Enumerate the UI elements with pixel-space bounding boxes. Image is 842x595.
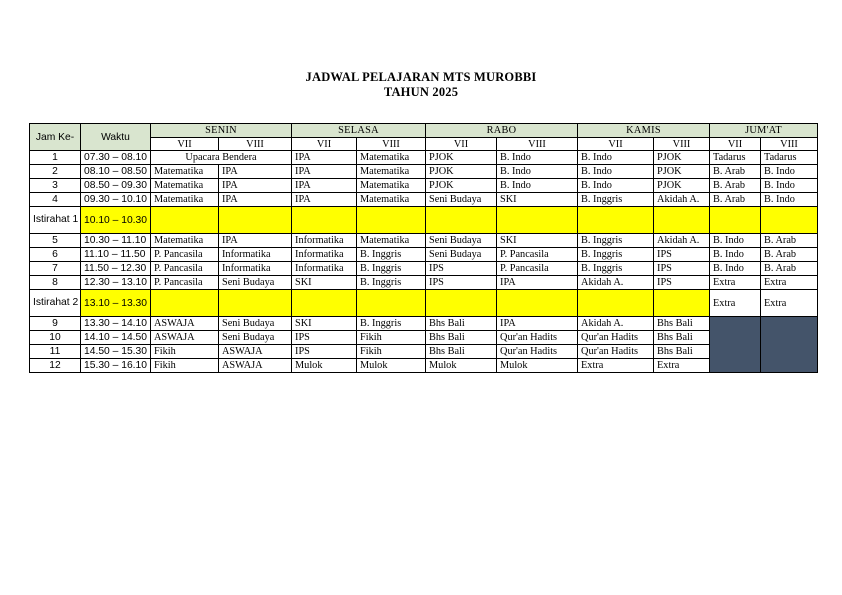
- day-header-kamis: KAMIS: [578, 124, 710, 138]
- senin-vii-cell: Fikih: [151, 345, 219, 359]
- jumat-viii-cell: Extra: [761, 290, 818, 317]
- jumat-viii-cell: Extra: [761, 276, 818, 290]
- break-time: 10.10 – 10.30: [81, 207, 151, 234]
- break-cell: [654, 207, 710, 234]
- period-number: 2: [30, 165, 81, 179]
- table-row: [30, 331, 818, 345]
- table-row: [30, 345, 818, 359]
- break-cell: [151, 290, 219, 317]
- break-cell: [426, 207, 497, 234]
- period-number: 8: [30, 276, 81, 290]
- senin-vii-cell: Fikih: [151, 359, 219, 373]
- jumat-viii-cell: B. Arab: [761, 234, 818, 248]
- document-title: JADWAL PELAJARAN MTS MUROBBI: [305, 70, 537, 84]
- rabo-vii-cell: PJOK: [426, 165, 497, 179]
- table-row: [30, 317, 818, 331]
- jumat-viii-cell: B. Indo: [761, 193, 818, 207]
- rabo-vii-cell: Bhs Bali: [426, 331, 497, 345]
- senin-viii-cell: IPA: [219, 193, 292, 207]
- kamis-viii-cell: Bhs Bali: [654, 317, 710, 331]
- selasa-vii-cell: Mulok: [292, 359, 357, 373]
- rabo-viii-cell: SKI: [497, 234, 578, 248]
- rabo-viii-cell: Qur'an Hadits: [497, 331, 578, 345]
- selasa-viii-cell: Matematika: [357, 234, 426, 248]
- kamis-vii-cell: Akidah A.: [578, 317, 654, 331]
- senin-viii-cell: ASWAJA: [219, 345, 292, 359]
- day-header-senin: SENIN: [151, 124, 292, 138]
- table-row: [30, 151, 818, 165]
- break-cell: [710, 207, 761, 234]
- kamis-vii-cell: Extra: [578, 359, 654, 373]
- break-cell: [426, 290, 497, 317]
- selasa-vii-cell: SKI: [292, 317, 357, 331]
- selasa-vii-cell: SKI: [292, 276, 357, 290]
- rabo-vii-cell: Bhs Bali: [426, 345, 497, 359]
- selasa-viii-cell: Mulok: [357, 359, 426, 373]
- rabo-viii-cell: Mulok: [497, 359, 578, 373]
- kamis-viii-cell: Akidah A.: [654, 193, 710, 207]
- break-cell: [497, 207, 578, 234]
- break-cell: [292, 290, 357, 317]
- period-time: 12.30 – 13.10: [81, 276, 151, 290]
- kamis-vii-cell: B. Inggris: [578, 193, 654, 207]
- break-label: Istirahat 2: [30, 290, 81, 317]
- break-cell: [761, 207, 818, 234]
- break-cell: [578, 290, 654, 317]
- selasa-viii-cell: B. Inggris: [357, 248, 426, 262]
- break-cell: [292, 207, 357, 234]
- rabo-viii-cell: IPA: [497, 276, 578, 290]
- class-header: VII: [426, 138, 497, 151]
- kamis-vii-cell: B. Inggris: [578, 262, 654, 276]
- table-row: [30, 248, 818, 262]
- kamis-vii-cell: B. Indo: [578, 165, 654, 179]
- break-cell: [357, 290, 426, 317]
- day-header-row: [30, 124, 818, 138]
- kamis-viii-cell: Extra: [654, 359, 710, 373]
- schedule-table: [29, 123, 818, 373]
- period-time: 14.10 – 14.50: [81, 331, 151, 345]
- class-header: VIII: [761, 138, 818, 151]
- senin-viii-cell: Informatika: [219, 262, 292, 276]
- jumat-vii-cell: B. Indo: [710, 234, 761, 248]
- table-row: [30, 359, 818, 373]
- jumat-vii-cell: Extra: [710, 290, 761, 317]
- senin-vii-cell: Matematika: [151, 193, 219, 207]
- rabo-viii-cell: IPA: [497, 317, 578, 331]
- title-block: [0, 70, 842, 100]
- kamis-vii-cell: Qur'an Hadits: [578, 345, 654, 359]
- period-number: 3: [30, 179, 81, 193]
- jumat-vii-cell: B. Arab: [710, 165, 761, 179]
- senin-viii-cell: Informatika: [219, 248, 292, 262]
- class-header: VII: [292, 138, 357, 151]
- day-header-jumat: JUM'AT: [710, 124, 818, 138]
- break-cell: [497, 290, 578, 317]
- table-row: [30, 276, 818, 290]
- jumat-viii-cell: B. Arab: [761, 262, 818, 276]
- jumat-vii-cell: B. Indo: [710, 248, 761, 262]
- selasa-viii-cell: Matematika: [357, 193, 426, 207]
- rabo-viii-cell: B. Indo: [497, 151, 578, 165]
- period-time: 11.10 – 11.50: [81, 248, 151, 262]
- class-header: VII: [151, 138, 219, 151]
- break-row: [30, 290, 818, 317]
- senin-vii-cell: P. Pancasila: [151, 276, 219, 290]
- selasa-vii-cell: Informatika: [292, 262, 357, 276]
- kamis-vii-cell: Qur'an Hadits: [578, 331, 654, 345]
- rabo-viii-cell: P. Pancasila: [497, 248, 578, 262]
- period-time: 07.30 – 08.10: [81, 151, 151, 165]
- jumat-vii-cell: Extra: [710, 276, 761, 290]
- senin-viii-cell: IPA: [219, 234, 292, 248]
- break-cell: [654, 290, 710, 317]
- table-row: [30, 234, 818, 248]
- kamis-vii-cell: B. Indo: [578, 179, 654, 193]
- senin-viii-cell: IPA: [219, 179, 292, 193]
- senin-vii-cell: P. Pancasila: [151, 248, 219, 262]
- jumat-vii-cell: B. Arab: [710, 179, 761, 193]
- rabo-vii-cell: IPS: [426, 262, 497, 276]
- period-time: 13.30 – 14.10: [81, 317, 151, 331]
- selasa-viii-cell: Fikih: [357, 331, 426, 345]
- rabo-vii-cell: IPS: [426, 276, 497, 290]
- period-number: 5: [30, 234, 81, 248]
- day-header-selasa: SELASA: [292, 124, 426, 138]
- class-header: VIII: [654, 138, 710, 151]
- jumat-vii-cell: B. Arab: [710, 193, 761, 207]
- kamis-vii-cell: Akidah A.: [578, 276, 654, 290]
- selasa-vii-cell: Informatika: [292, 234, 357, 248]
- selasa-vii-cell: IPS: [292, 345, 357, 359]
- senin-viii-cell: Seni Budaya: [219, 276, 292, 290]
- period-number: 10: [30, 331, 81, 345]
- kamis-viii-cell: IPS: [654, 248, 710, 262]
- period-number: 6: [30, 248, 81, 262]
- period-number: 4: [30, 193, 81, 207]
- break-cell: [578, 207, 654, 234]
- senin-vii-cell: Matematika: [151, 234, 219, 248]
- jumat-viii-cell: B. Indo: [761, 165, 818, 179]
- selasa-vii-cell: IPS: [292, 331, 357, 345]
- rabo-viii-cell: SKI: [497, 193, 578, 207]
- break-cell: [219, 207, 292, 234]
- period-time: 15.30 – 16.10: [81, 359, 151, 373]
- jumat-vii-off-block: [710, 317, 761, 373]
- jumat-viii-cell: B. Indo: [761, 179, 818, 193]
- break-row: [30, 207, 818, 234]
- rabo-vii-cell: PJOK: [426, 179, 497, 193]
- class-header: VII: [710, 138, 761, 151]
- rabo-vii-cell: Seni Budaya: [426, 248, 497, 262]
- rabo-viii-cell: Qur'an Hadits: [497, 345, 578, 359]
- jumat-viii-cell: Tadarus: [761, 151, 818, 165]
- period-time: 10.30 – 11.10: [81, 234, 151, 248]
- selasa-vii-cell: IPA: [292, 151, 357, 165]
- selasa-viii-cell: Fikih: [357, 345, 426, 359]
- rabo-viii-cell: P. Pancasila: [497, 262, 578, 276]
- table-row: [30, 179, 818, 193]
- selasa-vii-cell: Informatika: [292, 248, 357, 262]
- jumat-vii-cell: Tadarus: [710, 151, 761, 165]
- jumat-viii-cell: B. Arab: [761, 248, 818, 262]
- table-row: [30, 193, 818, 207]
- senin-vii-cell: Matematika: [151, 179, 219, 193]
- selasa-viii-cell: B. Inggris: [357, 317, 426, 331]
- kamis-vii-cell: B. Inggris: [578, 248, 654, 262]
- senin-viii-cell: Seni Budaya: [219, 317, 292, 331]
- day-header-rabo: RABO: [426, 124, 578, 138]
- selasa-viii-cell: B. Inggris: [357, 276, 426, 290]
- rabo-vii-cell: Seni Budaya: [426, 234, 497, 248]
- kamis-vii-cell: B. Inggris: [578, 234, 654, 248]
- class-header: VIII: [357, 138, 426, 151]
- class-header: VII: [578, 138, 654, 151]
- period-time: 08.10 – 08.50: [81, 165, 151, 179]
- jam-header: Jam Ke-: [30, 124, 81, 151]
- senin-vii-cell: P. Pancasila: [151, 262, 219, 276]
- senin-vii-cell: ASWAJA: [151, 331, 219, 345]
- rabo-vii-cell: Seni Budaya: [426, 193, 497, 207]
- jumat-viii-off-block: [761, 317, 818, 373]
- period-number: 11: [30, 345, 81, 359]
- rabo-viii-cell: B. Indo: [497, 165, 578, 179]
- period-time: 11.50 – 12.30: [81, 262, 151, 276]
- rabo-vii-cell: Mulok: [426, 359, 497, 373]
- selasa-viii-cell: B. Inggris: [357, 262, 426, 276]
- selasa-viii-cell: Matematika: [357, 151, 426, 165]
- period-time: 14.50 – 15.30: [81, 345, 151, 359]
- table-row: [30, 165, 818, 179]
- kamis-viii-cell: Akidah A.: [654, 234, 710, 248]
- class-header: VIII: [497, 138, 578, 151]
- rabo-vii-cell: Bhs Bali: [426, 317, 497, 331]
- period-number: 12: [30, 359, 81, 373]
- kamis-viii-cell: PJOK: [654, 179, 710, 193]
- kamis-viii-cell: PJOK: [654, 151, 710, 165]
- break-label: Istirahat 1: [30, 207, 81, 234]
- period-time: 08.50 – 09.30: [81, 179, 151, 193]
- selasa-viii-cell: Matematika: [357, 179, 426, 193]
- rabo-vii-cell: PJOK: [426, 151, 497, 165]
- break-time: 13.10 – 13.30: [81, 290, 151, 317]
- selasa-vii-cell: IPA: [292, 165, 357, 179]
- rabo-viii-cell: B. Indo: [497, 179, 578, 193]
- period-number: 9: [30, 317, 81, 331]
- jumat-vii-cell: B. Indo: [710, 262, 761, 276]
- kamis-viii-cell: PJOK: [654, 165, 710, 179]
- senin-viii-cell: Seni Budaya: [219, 331, 292, 345]
- selasa-vii-cell: IPA: [292, 193, 357, 207]
- senin-vii-cell: Matematika: [151, 165, 219, 179]
- period-number: 1: [30, 151, 81, 165]
- period-time: 09.30 – 10.10: [81, 193, 151, 207]
- class-header: VIII: [219, 138, 292, 151]
- senin-merged-cell: Upacara Bendera: [151, 151, 292, 165]
- selasa-vii-cell: IPA: [292, 179, 357, 193]
- kamis-vii-cell: B. Indo: [578, 151, 654, 165]
- selasa-viii-cell: Matematika: [357, 165, 426, 179]
- document-subtitle: TAHUN 2025: [383, 85, 459, 99]
- break-cell: [357, 207, 426, 234]
- senin-vii-cell: ASWAJA: [151, 317, 219, 331]
- kamis-viii-cell: IPS: [654, 276, 710, 290]
- kamis-viii-cell: Bhs Bali: [654, 345, 710, 359]
- break-cell: [151, 207, 219, 234]
- waktu-header: Waktu: [81, 124, 151, 151]
- senin-viii-cell: ASWAJA: [219, 359, 292, 373]
- senin-viii-cell: IPA: [219, 165, 292, 179]
- kamis-viii-cell: IPS: [654, 262, 710, 276]
- period-number: 7: [30, 262, 81, 276]
- table-row: [30, 262, 818, 276]
- kamis-viii-cell: Bhs Bali: [654, 331, 710, 345]
- break-cell: [219, 290, 292, 317]
